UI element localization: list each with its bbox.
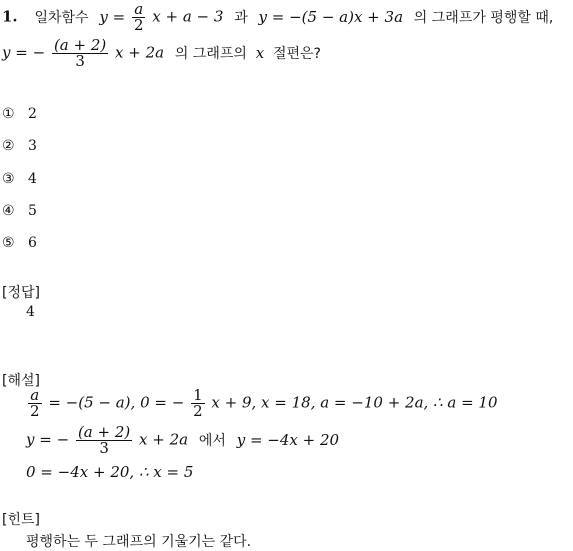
sol2-lhs: y = − bbox=[26, 430, 70, 449]
answer-value: 4 bbox=[26, 304, 35, 320]
eq1-lhs: y = bbox=[99, 7, 126, 26]
eq1-frac-den: 2 bbox=[133, 16, 144, 34]
option-value: 4 bbox=[28, 171, 37, 187]
option-value: 6 bbox=[28, 235, 37, 251]
option-1 bbox=[2, 104, 37, 122]
question-number: 1. bbox=[2, 7, 18, 26]
sol1-fraction-2 bbox=[191, 388, 205, 419]
solution-line-3: 0 = −4x + 20, ∴ x = 5 bbox=[26, 463, 194, 481]
solution-line-2 bbox=[26, 425, 339, 456]
question-ending-a: 의 그래프의 bbox=[174, 45, 247, 62]
eq3-frac-num: (a + 2) bbox=[53, 36, 107, 54]
answer-label: [정답] bbox=[2, 285, 40, 301]
option-value: 2 bbox=[28, 106, 37, 122]
question-ending-b: 절편은? bbox=[272, 45, 321, 62]
sol2-korean: 에서 bbox=[198, 432, 226, 449]
option-3 bbox=[2, 169, 37, 187]
eq1-fraction bbox=[132, 2, 146, 33]
sol2-result: y = −4x + 20 bbox=[236, 430, 340, 449]
option-mark: ② bbox=[2, 138, 15, 154]
eq3-tail: x + 2a bbox=[115, 43, 165, 62]
eq2: y = −(5 − a)x + 3a bbox=[258, 7, 404, 26]
eq3-lhs: y = − bbox=[2, 43, 46, 62]
sol1-frac-den: 2 bbox=[30, 402, 40, 420]
question-prefix: 일차함수 bbox=[34, 9, 89, 26]
solution-line-1 bbox=[26, 388, 498, 419]
sol1-part-b: x + 9, x = 18, a = −10 + 2a, ∴ a = 10 bbox=[211, 393, 498, 412]
eq1-frac-num: a bbox=[132, 2, 146, 18]
option-mark: ⑤ bbox=[2, 235, 15, 251]
solution-label: [해설] bbox=[2, 373, 40, 389]
sol2-tail: x + 2a bbox=[139, 430, 189, 449]
eq1-tail: x + a − 3 bbox=[152, 7, 224, 26]
option-mark: ③ bbox=[2, 171, 15, 187]
eq3-fraction bbox=[52, 38, 108, 69]
option-mark: ① bbox=[2, 106, 15, 122]
hint-label: [힌트] bbox=[2, 512, 40, 528]
question-mid: 의 그래프가 평행할 때, bbox=[413, 9, 554, 26]
option-2 bbox=[2, 136, 37, 154]
hint-text: 평행하는 두 그래프의 기울기는 같다. bbox=[26, 534, 252, 550]
option-value: 3 bbox=[28, 138, 37, 154]
sol1-frac-num: a bbox=[28, 388, 42, 404]
conj-text: 과 bbox=[234, 9, 248, 26]
option-value: 5 bbox=[28, 203, 37, 219]
question-ending-x: x bbox=[255, 43, 265, 62]
option-mark: ④ bbox=[2, 203, 15, 219]
eq3-frac-den: 3 bbox=[75, 52, 85, 70]
sol1-frac2-den: 2 bbox=[193, 402, 203, 420]
sol2-frac-den: 3 bbox=[99, 439, 109, 457]
sol1-frac2-num: 1 bbox=[193, 386, 203, 404]
sol2-fraction bbox=[76, 425, 132, 456]
sol2-frac-num: (a + 2) bbox=[77, 423, 131, 441]
option-5 bbox=[2, 233, 37, 251]
option-4 bbox=[2, 201, 37, 219]
question-line-2 bbox=[2, 38, 321, 69]
sol1-part-a: = −(5 − a), 0 = − bbox=[48, 393, 185, 412]
question-line-1 bbox=[2, 2, 553, 33]
sol1-fraction bbox=[28, 388, 42, 419]
